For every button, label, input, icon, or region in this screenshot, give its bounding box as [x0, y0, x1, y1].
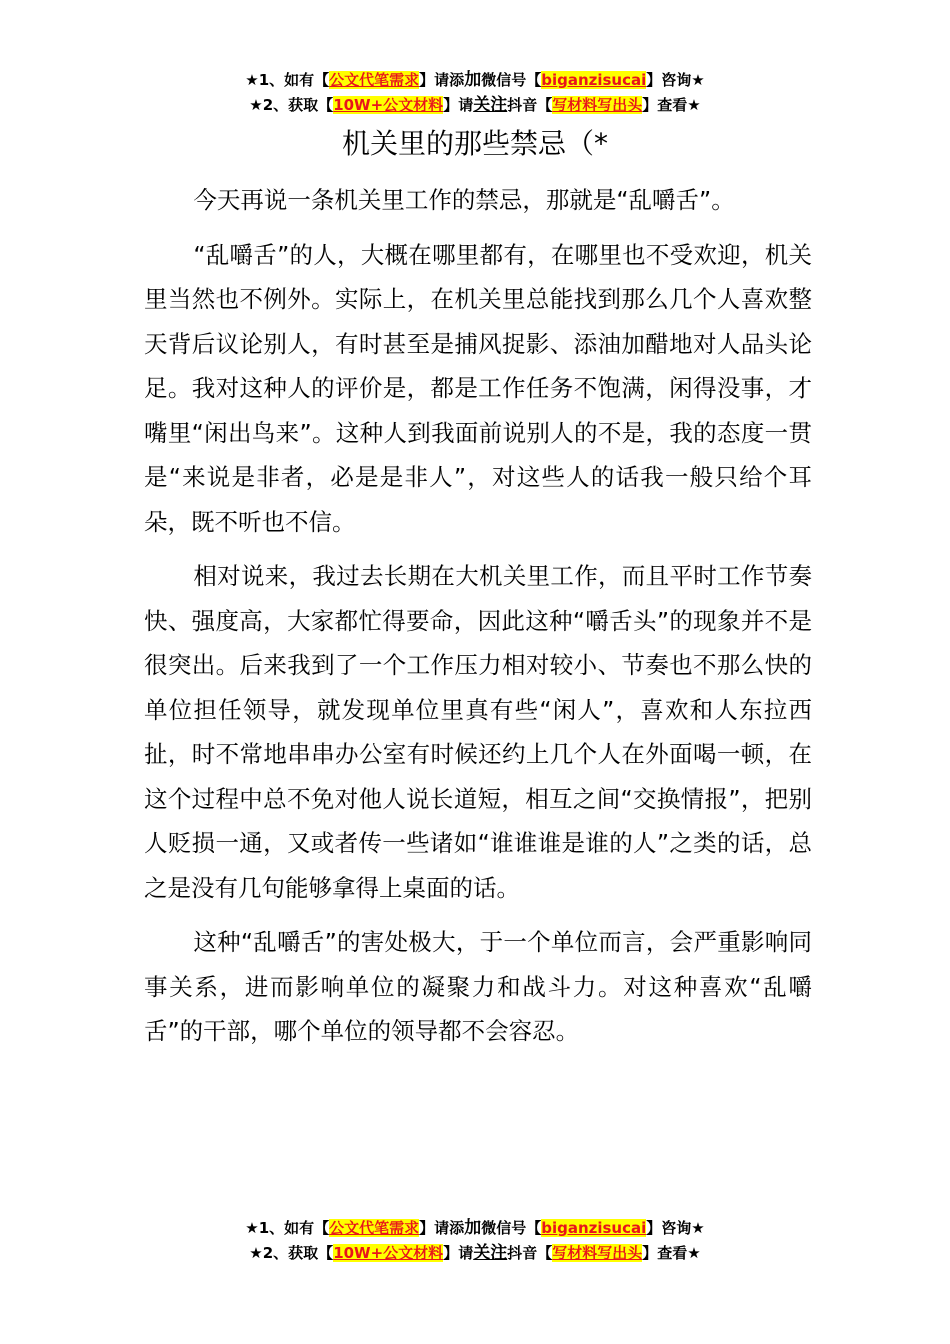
promo-line-1: [0, 68, 950, 93]
promo-text: 加: [464, 1218, 482, 1238]
promo-text: 】查看★: [642, 1244, 701, 1262]
promo-text: 】查看★: [642, 96, 701, 114]
promo-text: 】请: [443, 1244, 474, 1262]
promo-text: 】请添: [419, 1219, 465, 1237]
promo-text: 】请添: [419, 71, 465, 89]
document-title: 机关里的那些禁忌（*: [341, 127, 608, 160]
top-promo-banner: [0, 68, 950, 118]
promo-highlight: 公文代笔需求: [329, 71, 420, 89]
paragraph: 这种“乱嚼舌”的害处极大，于一个单位而言，会严重影响同事关系，进而影响单位的凝聚力和战斗力。对这种喜欢“乱嚼舌”的干部，哪个单位的领导都不会容忍。: [144, 928, 812, 1045]
promo-text: ★2、获取【: [249, 96, 334, 114]
promo-text: 】咨询★: [646, 1219, 705, 1237]
promo-text: 微信号【: [481, 1219, 542, 1237]
promo-text: 】咨询★: [646, 71, 705, 89]
promo-douyin-id: 写材料写出头: [552, 1244, 643, 1262]
promo-text: 抖音【: [507, 1244, 553, 1262]
promo-text: ★1、如有【: [245, 71, 330, 89]
promo-highlight: 10W+公文材料: [333, 1244, 444, 1262]
paragraph: “乱嚼舌”的人，大概在哪里都有，在哪里也不受欢迎，机关里当然也不例外。实际上，在机关里总能找到那么几个人喜欢整天背后议论别人，有时甚至是捕风捉影、添油加醋地对人品头论足。我对这种人的评价是，都是工作任务不饱满，闲得没事，才嘴里“闲出鸟来”。这种人到我面前说别人的不是，我的态度一贯是“来说是非者，必是是非人”，对这些人的话我一般只给个耳朵，既不听也不信。: [144, 240, 812, 536]
promo-text: ★2、获取【: [249, 1244, 334, 1262]
document-body: [144, 178, 812, 1054]
promo-text: 加: [464, 70, 482, 90]
promo-wechat-id: biganzisucai: [541, 71, 647, 89]
promo-wechat-id: biganzisucai: [541, 1219, 647, 1237]
promo-line-2: [0, 1241, 950, 1266]
promo-highlight: 公文代笔需求: [329, 1219, 420, 1237]
promo-line-2: [0, 93, 950, 118]
promo-text: 关注: [473, 1243, 508, 1263]
promo-text: 】请: [443, 96, 474, 114]
promo-douyin-id: 写材料写出头: [552, 96, 643, 114]
bottom-promo-banner: [0, 1216, 950, 1266]
promo-text: 抖音【: [507, 96, 553, 114]
promo-line-1: [0, 1216, 950, 1241]
promo-highlight: 10W+公文材料: [333, 96, 444, 114]
promo-text: ★1、如有【: [245, 1219, 330, 1237]
promo-text: 微信号【: [481, 71, 542, 89]
paragraph: 相对说来，我过去长期在大机关里工作，而且平时工作节奏快、强度高，大家都忙得要命，因此这种“嚼舌头”的现象并不是很突出。后来我到了一个工作压力相对较小、节奏也不那么快的单位担任领导，就发现单位里真有些“闲人”，喜欢和人东拉西扯，时不常地串串办公室有时候还约上几个人在外面喝一顿，在这个过程中总不免对他人说长道短，相互之间“交换情报”，把别人贬损一通，又或者传一些诸如“谁谁谁是谁的人”之类的话，总之是没有几句能够拿得上桌面的话。: [144, 562, 812, 902]
paragraph: 今天再说一条机关里工作的禁忌，那就是“乱嚼舌”。: [193, 186, 735, 214]
promo-text: 关注: [473, 95, 508, 115]
